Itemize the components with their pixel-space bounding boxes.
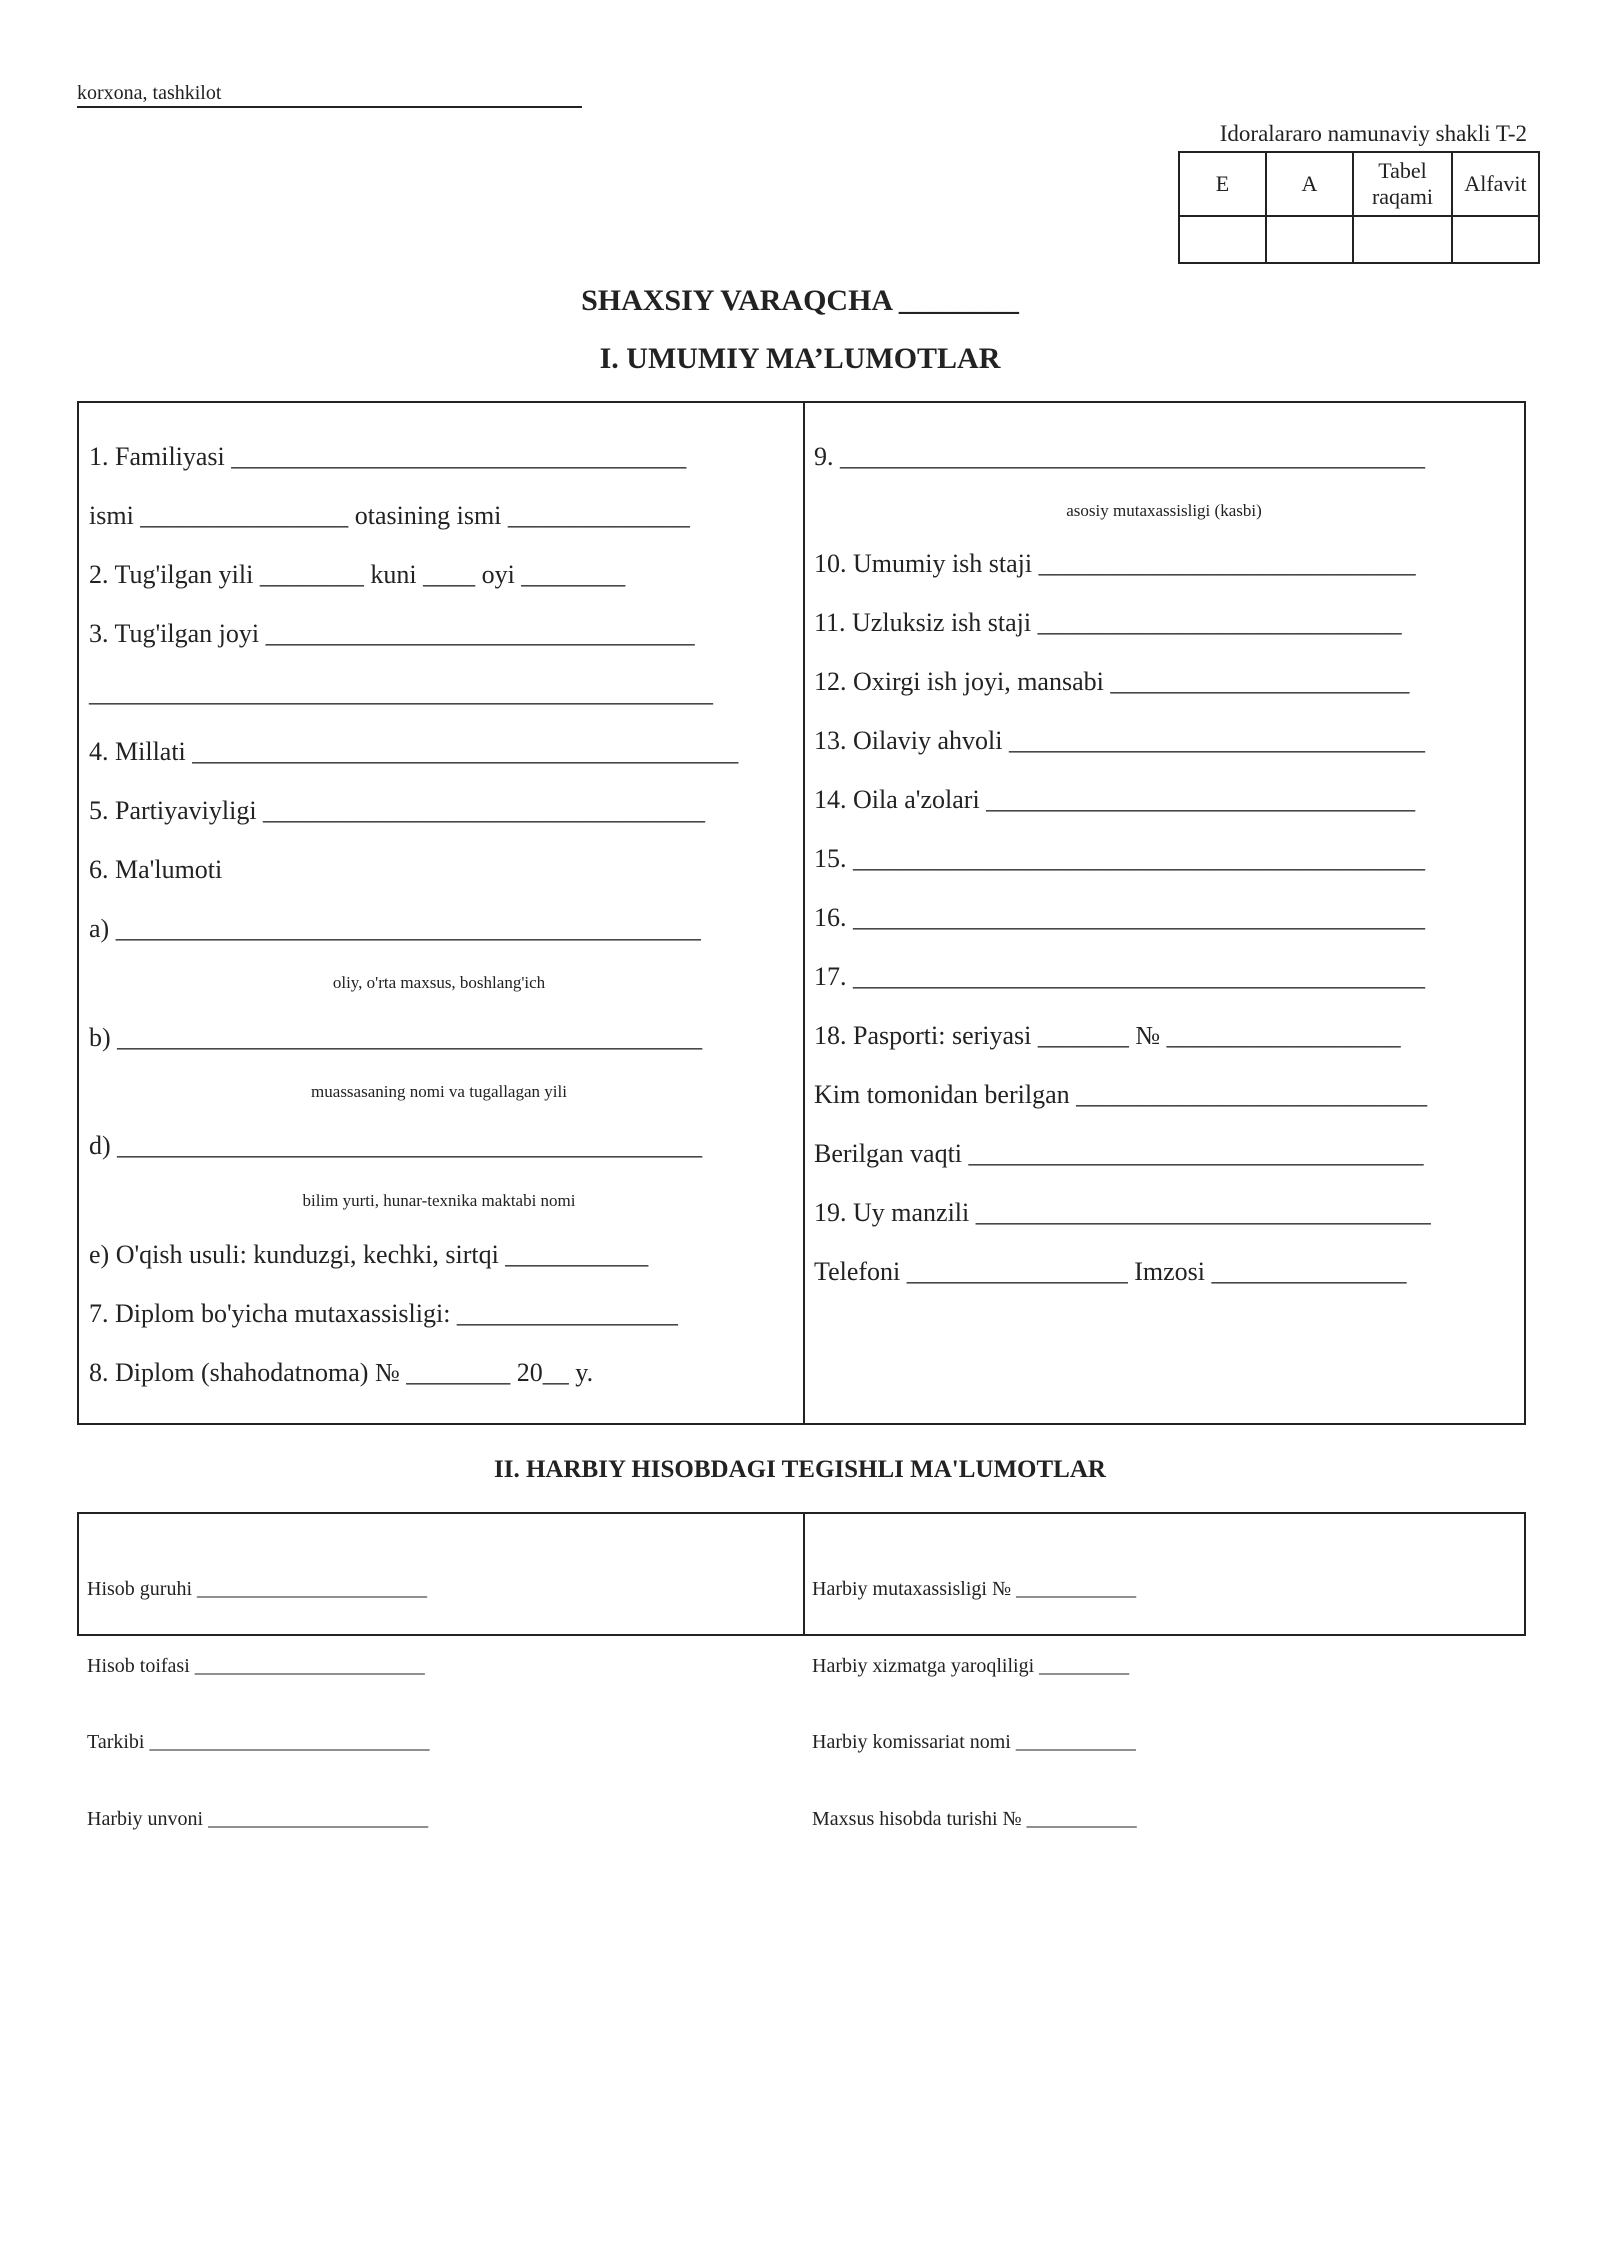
field-total-experience[interactable]: 10. Umumiy ish staji _____________________________ [814,549,1416,578]
field-family-members[interactable]: 14. Oila a'zolari _________________________________ [814,785,1416,814]
military-right-column [812,1526,1137,1883]
field-military-rank[interactable]: Harbiy unvoni ______________________ [87,1807,429,1830]
field-nationality[interactable]: 4. Millati __________________________________________ [89,737,739,766]
caption-education-level: oliy, o'rta maxsus, boshlang'ich [332,973,546,992]
field-composition[interactable]: Tarkibi ____________________________ [87,1731,430,1753]
caption-institution: muassasaning nomi va tugallagan yili [311,1082,567,1101]
field-diploma-number[interactable]: 8. Diplom (shahodatnoma) № ________ 20__ y. [89,1358,594,1387]
code-header-a: A [1266,152,1353,216]
code-value-e[interactable] [1179,216,1266,263]
field-marital-status[interactable]: 13. Oilaviy ahvoli ________________________________ [814,726,1425,755]
section2-box [77,1512,1526,1830]
field-15[interactable]: 15. ____________________________________________ [814,844,1425,873]
field-education-a[interactable]: a) _____________________________________________ [89,914,701,943]
field-education-label: 6. Ma'lumoti [89,855,223,884]
field-phone-signature[interactable]: Telefoni _________________ Imzosi _______________ [814,1257,1407,1286]
code-value-a[interactable] [1266,216,1353,263]
field-study-mode[interactable]: e) O'qish usuli: kunduzgi, kechki, sirtqi ___________ [89,1240,649,1269]
code-table [1178,151,1540,264]
page-title: SHAXSIY VARAQCHA ________ [581,284,1019,317]
field-17[interactable]: 17. ____________________________________________ [814,962,1425,991]
column-divider [803,1514,805,1634]
field-last-job[interactable]: 12. Oxirgi ish joyi, mansabi _______________________ [814,667,1410,696]
field-birth-date[interactable]: 2. Tug'ilgan yili ________ kuni ____ oyi ________ [89,560,626,589]
caption-school: bilim yurti, hunar-texnika maktabi nomi [302,1191,576,1210]
field-birth-place[interactable]: 3. Tug'ilgan joyi _________________________________ [89,619,695,648]
field-continuous-experience[interactable]: 11. Uzluksiz ish staji ____________________________ [814,608,1402,637]
field-birth-place-cont[interactable]: ________________________________________________ [89,678,713,707]
section2-title: II. HARBIY HISOBDAGI TEGISHLI MA'LUMOTLAR [494,1456,1106,1483]
column-divider [803,403,805,1423]
field-surname[interactable]: 1. Familiyasi ___________________________________ [89,442,687,471]
caption-main-specialty: asosiy mutaxassisligi (kasbi) [1066,501,1262,520]
field-special-registration[interactable]: Maxsus hisobda turishi № ___________ [812,1807,1137,1830]
code-value-alfavit[interactable] [1452,216,1539,263]
field-9[interactable]: 9. _____________________________________________ [814,442,1425,471]
field-issued-by[interactable]: Kim tomonidan berilgan ___________________________ [814,1080,1428,1109]
field-home-address[interactable]: 19. Uy manzili ___________________________________ [814,1198,1431,1227]
section1-title: I. UMUMIY MA’LUMOTLAR [599,342,1001,375]
field-military-specialty[interactable]: Harbiy mutaxassisligi № ____________ [812,1578,1137,1600]
field-name-patronymic[interactable]: ismi ________________ otasining ismi ______________ [89,501,690,530]
field-account-category[interactable]: Hisob toifasi _______________________ [87,1654,425,1677]
field-issue-date[interactable]: Berilgan vaqti ___________________________________ [814,1139,1424,1168]
form-code: Idoralararo namunaviy shakli T-2 [1219,121,1527,146]
code-header-tabel: Tabel raqami [1353,152,1452,216]
code-header-alfavit: Alfavit [1452,152,1539,216]
field-account-group[interactable]: Hisob guruhi _______________________ [87,1578,427,1600]
organization-label: korxona, tashkilot [77,82,582,108]
field-education-d[interactable]: d) _____________________________________________ [89,1131,703,1160]
military-left-column [87,1526,429,1883]
field-diploma-specialty[interactable]: 7. Diplom bo'yicha mutaxassisligi: _________________ [89,1299,678,1328]
field-education-b[interactable]: b) _____________________________________________ [89,1023,703,1052]
field-commissariat[interactable]: Harbiy komissariat nomi ____________ [812,1731,1136,1753]
section1-box [77,401,1526,1425]
field-passport[interactable]: 18. Pasporti: seriyasi _______ № __________________ [814,1021,1401,1050]
field-party[interactable]: 5. Partiyaviyligi __________________________________ [89,796,706,825]
code-value-tabel[interactable] [1353,216,1452,263]
field-16[interactable]: 16. ____________________________________________ [814,903,1425,932]
field-service-fitness[interactable]: Harbiy xizmatga yaroqliligi _________ [812,1654,1130,1677]
code-header-e: E [1179,152,1266,216]
